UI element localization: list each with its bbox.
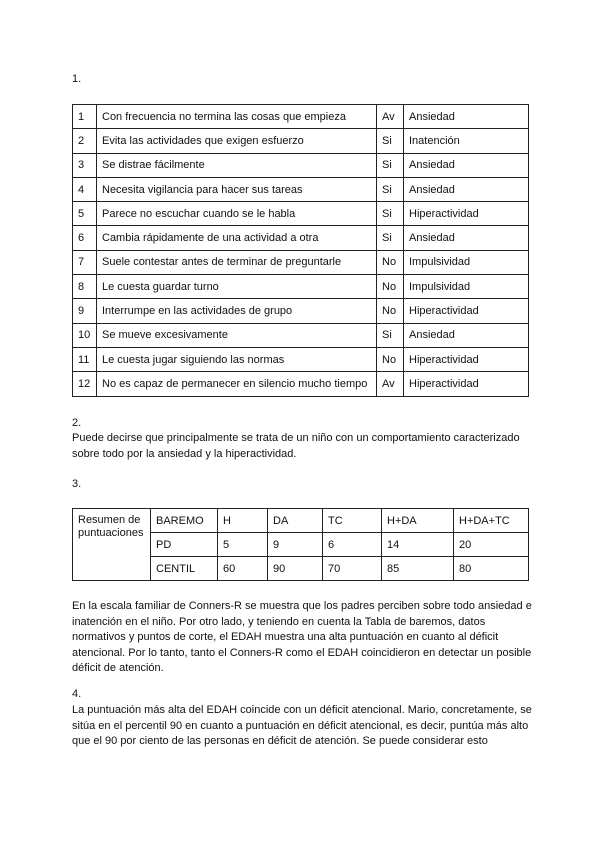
section-1-heading: 1. <box>72 73 82 85</box>
table-cell: 60 <box>218 557 268 581</box>
item-category: Hiperactividad <box>404 299 529 323</box>
section-3-paragraph: En la escala familiar de Conners-R se muestra que los padres perciben sobre todo ansiedad e inatención en el niño. Por otro lado, y teniendo en cuenta la Tabla de baremos, datos normativos y puntos de corte, el EDAH muestra una alta puntuación en cuanto al déficit atencional. Por lo tanto, tanto el Conners-R como el EDAH coincidieron en detectar un posible déficit de atención. <box>72 600 532 675</box>
item-number: 12 <box>73 372 97 396</box>
table-row <box>73 129 529 153</box>
item-text: Se distrae fácilmente <box>97 153 377 177</box>
section-4-heading: 4. <box>72 688 82 700</box>
table-cell: 5 <box>218 533 268 557</box>
item-number: 2 <box>73 129 97 153</box>
item-answer: No <box>377 347 404 371</box>
item-number: 7 <box>73 250 97 274</box>
section-4-paragraph: La puntuación más alta del EDAH coincide con un déficit atencional. Mario, concretamente, se sitúa en el percentil 90 en cuanto a puntuación en déficit atencional, es decir, puntúa más alto que el 90 por ciento de las personas en déficit de atención. Se puede considerar esto <box>72 704 532 748</box>
table-row <box>73 202 529 226</box>
item-number: 10 <box>73 323 97 347</box>
header-cell: DA <box>268 509 323 533</box>
item-text: Interrumpe en las actividades de grupo <box>97 299 377 323</box>
item-category: Impulsividad <box>404 250 529 274</box>
section-2-paragraph: Puede decirse que principalmente se trata de un niño con un comportamiento caracterizado sobre todo por la ansiedad y la hiperactividad. <box>72 432 520 460</box>
item-category: Hiperactividad <box>404 347 529 371</box>
header-cell: TC <box>323 509 382 533</box>
item-number: 4 <box>73 177 97 201</box>
item-number: 6 <box>73 226 97 250</box>
item-category: Ansiedad <box>404 323 529 347</box>
item-text: Necesita vigilancia para hacer sus tareas <box>97 177 377 201</box>
item-answer: Av <box>377 105 404 129</box>
item-category: Ansiedad <box>404 105 529 129</box>
table-cell: 6 <box>323 533 382 557</box>
table-cell: 70 <box>323 557 382 581</box>
header-cell: BAREMO <box>151 509 218 533</box>
item-answer: No <box>377 275 404 299</box>
item-category: Impulsividad <box>404 275 529 299</box>
header-cell: H+DA+TC <box>454 509 529 533</box>
table-row <box>73 105 529 129</box>
item-answer: No <box>377 250 404 274</box>
table-row <box>73 299 529 323</box>
table-cell: PD <box>151 533 218 557</box>
section-3-heading: 3. <box>72 478 82 490</box>
item-text: Cambia rápidamente de una actividad a otra <box>97 226 377 250</box>
table-row <box>73 323 529 347</box>
item-text: Le cuesta jugar siguiendo las normas <box>97 347 377 371</box>
table-cell: CENTIL <box>151 557 218 581</box>
item-number: 9 <box>73 299 97 323</box>
table-row <box>73 275 529 299</box>
item-number: 5 <box>73 202 97 226</box>
behavior-items-table <box>72 104 529 397</box>
item-text: No es capaz de permanecer en silencio mucho tiempo <box>97 372 377 396</box>
item-number: 3 <box>73 153 97 177</box>
item-answer: Si <box>377 226 404 250</box>
item-answer: Si <box>377 129 404 153</box>
item-answer: Si <box>377 202 404 226</box>
item-text: Le cuesta guardar turno <box>97 275 377 299</box>
item-category: Ansiedad <box>404 226 529 250</box>
item-answer: Si <box>377 177 404 201</box>
header-cell: H <box>218 509 268 533</box>
table-cell: 9 <box>268 533 323 557</box>
table-row <box>73 250 529 274</box>
header-cell: H+DA <box>382 509 454 533</box>
score-summary-table <box>72 508 529 581</box>
item-category: Inatención <box>404 129 529 153</box>
item-number: 8 <box>73 275 97 299</box>
item-category: Ansiedad <box>404 177 529 201</box>
item-category: Ansiedad <box>404 153 529 177</box>
summary-label: Resumen de puntuaciones <box>73 509 151 581</box>
section-2-heading: 2. <box>72 417 82 429</box>
table-row <box>73 509 529 533</box>
item-category: Hiperactividad <box>404 372 529 396</box>
item-text: Con frecuencia no termina las cosas que empieza <box>97 105 377 129</box>
table-cell: 20 <box>454 533 529 557</box>
item-category: Hiperactividad <box>404 202 529 226</box>
table-cell: 90 <box>268 557 323 581</box>
item-answer: Si <box>377 153 404 177</box>
item-number: 11 <box>73 347 97 371</box>
table-row <box>73 177 529 201</box>
item-text: Parece no escuchar cuando se le habla <box>97 202 377 226</box>
item-answer: No <box>377 299 404 323</box>
table-cell: 85 <box>382 557 454 581</box>
table-cell: 14 <box>382 533 454 557</box>
table-row <box>73 372 529 396</box>
item-text: Evita las actividades que exigen esfuerzo <box>97 129 377 153</box>
item-text: Suele contestar antes de terminar de preguntarle <box>97 250 377 274</box>
table-row <box>73 347 529 371</box>
table-row <box>73 153 529 177</box>
table-cell: 80 <box>454 557 529 581</box>
table-row <box>73 226 529 250</box>
item-answer: Av <box>377 372 404 396</box>
item-number: 1 <box>73 105 97 129</box>
item-answer: Si <box>377 323 404 347</box>
item-text: Se mueve excesivamente <box>97 323 377 347</box>
